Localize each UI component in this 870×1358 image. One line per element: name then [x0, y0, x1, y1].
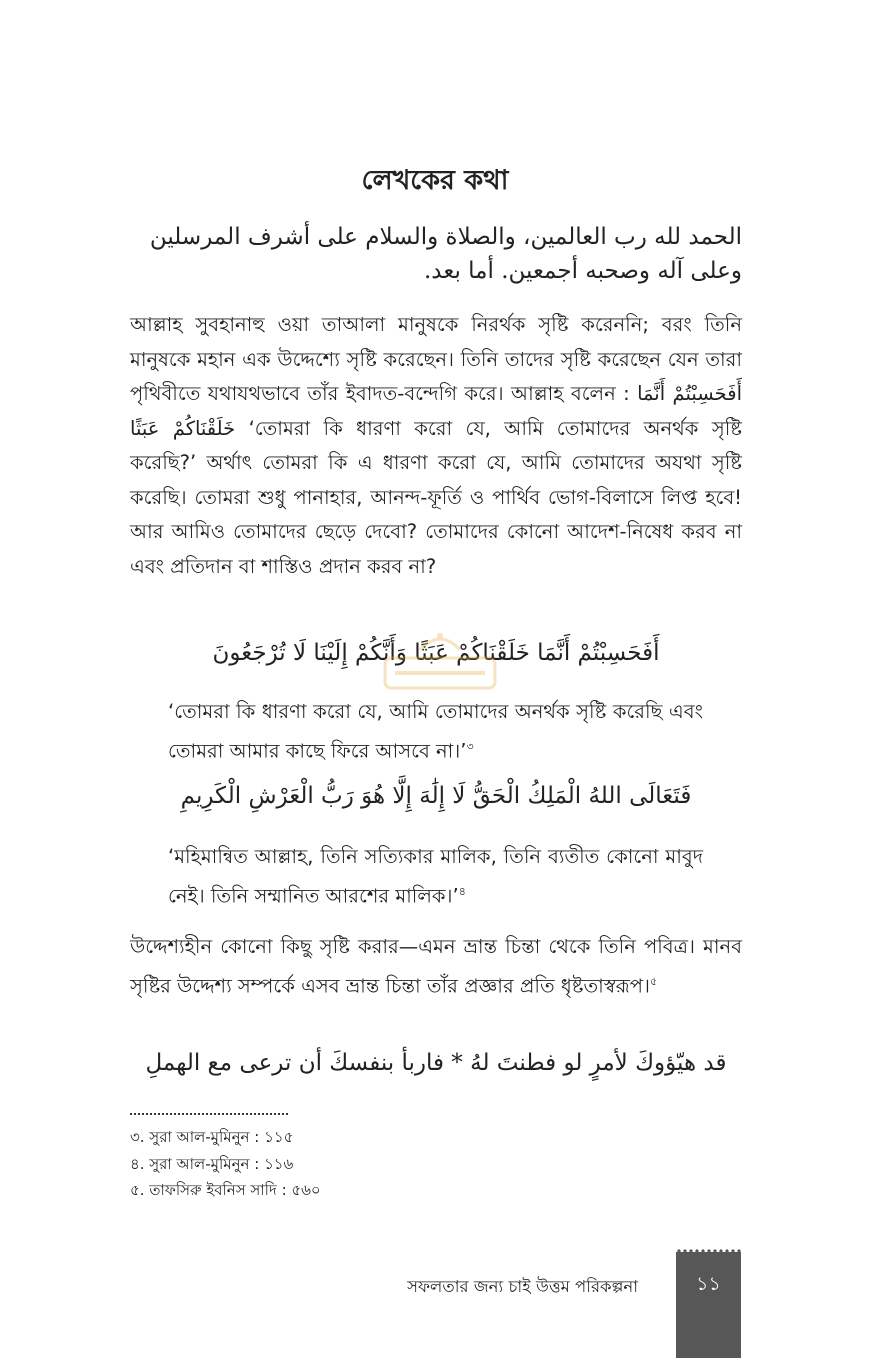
quran-verse-1: أَفَحَسِبْتُمْ أَنَّمَا خَلَقْنَاكُمْ عَبَثًا وَأَنَّكُمْ إِلَيْنَا لَا تُرْجَعُونَ	[212, 640, 660, 666]
footnote-ref-4: ৪	[458, 884, 466, 898]
paragraph-2	[130, 930, 742, 1004]
footnote-item: ৪. সুরা আল-মুমিনুন : ১১৬	[130, 1154, 294, 1173]
quote-1	[168, 695, 703, 769]
running-footer-title: সফলতার জন্য চাই উত্তম পরিকল্পনা	[407, 1277, 638, 1296]
footnote-item: ৫. তাফসিরু ইবনিস সাদি : ৫৬০	[130, 1181, 321, 1199]
quote-2-text: ‘মহিমান্বিত আল্লাহ, তিনি সত্যিকার মালিক, তিনি ব্যতীত কোনো মাবুদ নেই। তিনি সম্মানিত আরশের মালিক।’	[168, 845, 703, 907]
quote-2	[168, 840, 703, 914]
quote-1-text: ‘তোমরা কি ধারণা করো যে, আমি তোমাদের অনর্থক সৃষ্টি করেছি এবং তোমরা আমার কাছে ফিরে আসবে না।’	[168, 700, 703, 762]
footnote-item: ৩. সুরা আল-মুমিনুন : ১১৫	[130, 1128, 294, 1146]
footnote-divider	[130, 1113, 288, 1115]
footnote-ref-5: ৫	[650, 974, 658, 988]
page-number: ১১	[696, 1273, 721, 1295]
arabic-poem-verse: قد هيّؤوكَ لأمرٍ لو فطنتَ لهُ * فاربأ بنفسكَ أن ترعى مع الهملِ	[145, 1050, 727, 1076]
watermark-logo-icon	[365, 628, 515, 703]
chapter-heading: লেখকের কথা	[361, 165, 509, 196]
footnotes	[130, 1124, 530, 1204]
paragraph-2-text: উদ্দেশ্যহীন কোনো কিছু সৃষ্টি করার—এমন ভ্রান্ত চিন্তা থেকে তিনি পবিত্র। মানব সৃষ্টির উদ্দেশ্য সম্পর্কে এসব ভ্রান্ত চিন্তা তাঁর প্রজ্ঞার প্রতি ধৃষ্টতাস্বরূপ।	[130, 935, 742, 997]
footnote-ref-3: ৩	[466, 739, 474, 753]
paragraph-1: আল্লাহ সুবহানাহু ওয়া তাআলা মানুষকে নিরর্থক সৃষ্টি করেননি; বরং তিনি মানুষকে মহান এক উদ্দেশ্যে সৃষ্টি করেছেন। তিনি তাদের সৃষ্টি করেছেন যেন তারা পৃথিবীতে যথাযথভাবে তাঁর ইবাদত-বন্দেগি করে। আল্লাহ বলেন : أَفَحَسِبْتُمْ أَنَّمَا خَلَقْنَاكُمْ عَبَثًا ‘তোমরা কি ধারণা করো যে, আমি তোমাদের অনর্থক সৃষ্টি করেছি?’ অর্থাৎ তোমরা কি এ ধারণা করো যে, আমি তোমাদের অযথা সৃষ্টি করেছি। তোমরা শুধু পানাহার, আনন্দ-ফূর্তি ও পার্থিব ভোগ-বিলাসে লিপ্ত হবে! আর আমিও তোমাদের ছেড়ে দেবো? তোমাদের কোনো আদেশ-নিষেধ করব না এবং প্রতিদান বা শাস্তিও প্রদান করব না?	[130, 313, 742, 578]
arabic-opening: الحمد لله رب العالمين، والصلاة والسلام على أشرف المرسلين وعلى آله وصحبه أجمعين. أما بعد.	[149, 224, 742, 284]
quran-verse-2: فَتَعَالَى اللهُ الْمَلِكُ الْحَقُّ لَا إِلَٰهَ إِلَّا هُوَ رَبُّ الْعَرْشِ الْكَرِيمِ	[180, 783, 692, 809]
page-number-box	[676, 1252, 741, 1358]
